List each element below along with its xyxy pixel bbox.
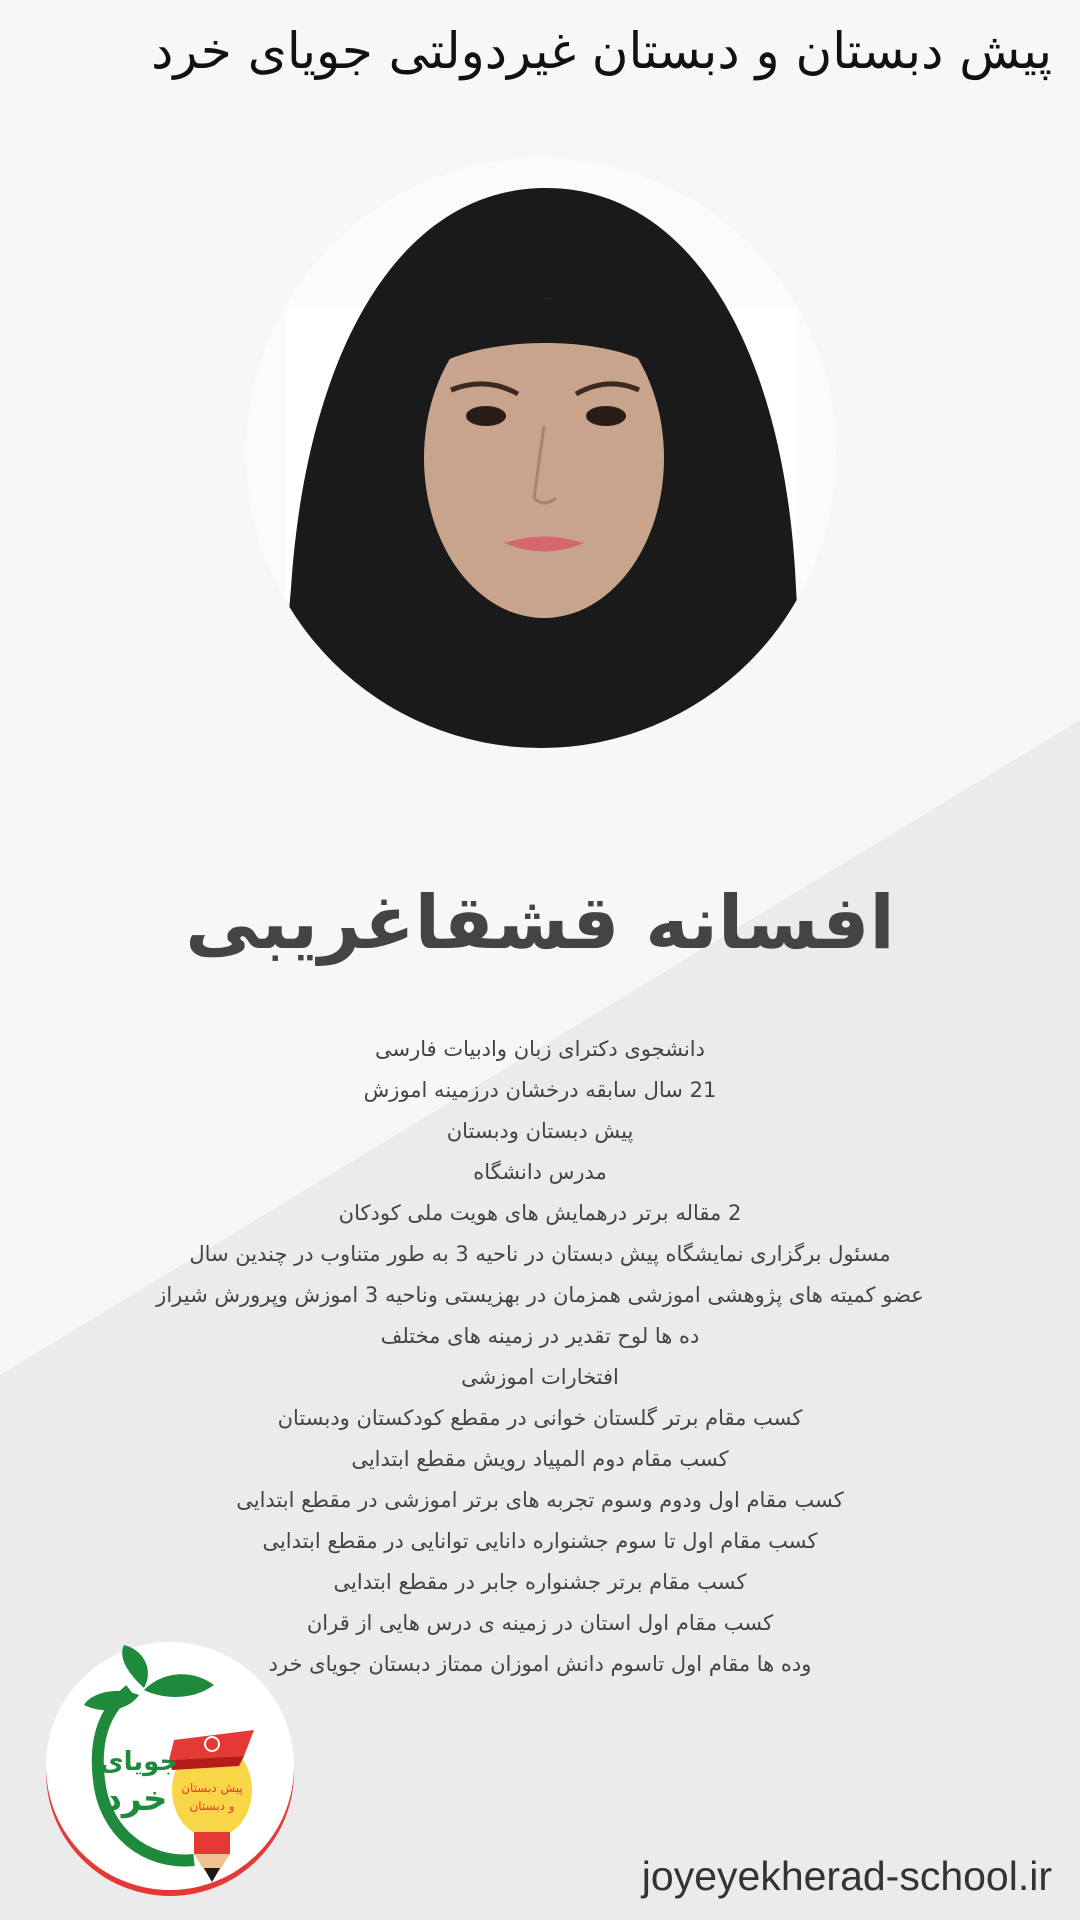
- bio-item: افتخارات اموزشی: [461, 1365, 619, 1389]
- website-url: joyeyekherad-school.ir: [641, 1853, 1052, 1899]
- logo-text-main-2: خرد: [104, 1779, 168, 1819]
- bio-item: 2 مقاله برتر درهمایش های هویت ملی کودکان: [338, 1201, 742, 1225]
- logo-text-sub-2: و دبستان: [189, 1799, 235, 1813]
- school-title: پیش دبستان و دبستان غیردولتی جویای خرد: [151, 22, 1052, 80]
- bio-list: [0, 1029, 1080, 1685]
- bio-item: دانشجوی دکترای زبان وادبیات فارسی: [374, 1037, 705, 1061]
- school-logo: [44, 1640, 296, 1900]
- bio-item: عضو کمیته های پژوهشی اموزشی همزمان در بهزیستی وناحیه 3 اموزش وپرورش شیراز: [156, 1283, 924, 1307]
- logo-text-main-1: جویای: [99, 1747, 179, 1777]
- bio-item: مدرس دانشگاه: [473, 1160, 607, 1184]
- teacher-name: افسانه قشقاغریبی: [185, 880, 895, 966]
- bio-item: 21 سال سابقه درخشان درزمینه اموزش: [363, 1078, 717, 1102]
- bio-item: کسب مقام اول تا سوم جشنواره دانایی توانایی در مقطع ابتدایی: [262, 1529, 818, 1553]
- bio-item: کسب مقام برتر جشنواره جابر در مقطع ابتدایی: [333, 1570, 747, 1594]
- bio-item: کسب مقام برتر گلستان خوانی در مقطع کودکستان ودبستان: [277, 1406, 803, 1430]
- logo-text-sub-1: پیش دبستان: [181, 1781, 243, 1795]
- bio-item: کسب مقام اول استان در زمینه ی درس هایی از قران: [306, 1611, 774, 1635]
- bio-item: وده ها مقام اول تاسوم دانش اموزان ممتاز دبستان جویای خرد: [268, 1652, 812, 1676]
- teacher-photo: [246, 158, 836, 748]
- bio-item: ده ها لوح تقدیر در زمینه های مختلف: [380, 1324, 700, 1348]
- bio-item: کسب مقام اول ودوم وسوم تجربه های برتر اموزشی در مقطع ابتدایی: [236, 1488, 844, 1512]
- bio-item: مسئول برگزاری نمایشگاه پیش دبستان در ناحیه 3 به طور متناوب در چندین سال: [189, 1242, 891, 1266]
- bio-item: پیش دبستان ودبستان: [446, 1119, 634, 1143]
- bio-item: کسب مقام دوم المپیاد رویش مقطع ابتدایی: [351, 1447, 729, 1471]
